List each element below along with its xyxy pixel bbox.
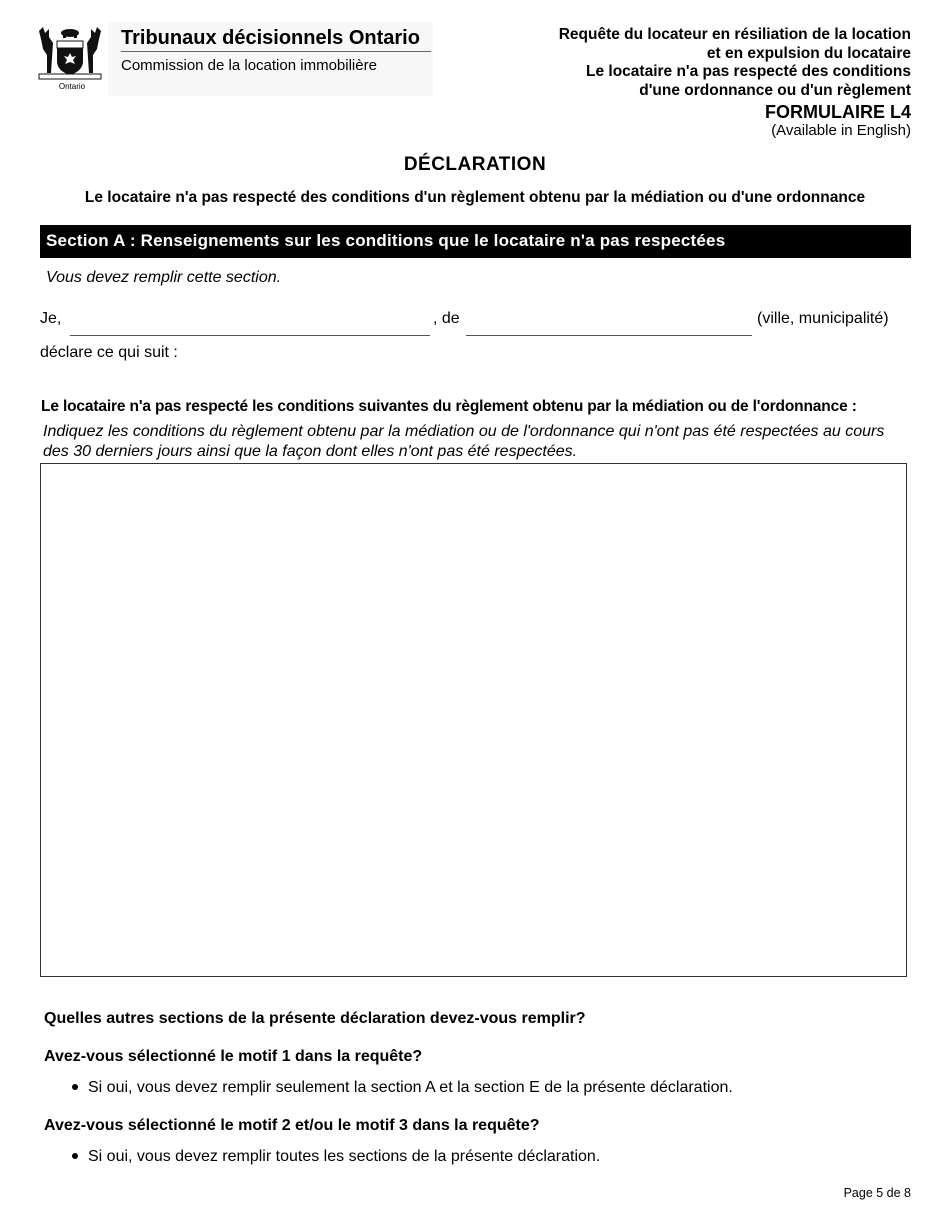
declarant-name-input[interactable] xyxy=(70,313,430,336)
conditions-instructions: Indiquez les conditions du règlement obtenu par la médiation ou de l'ordonnance qui n'ont pas été respectées au cours des 30 derniers jours ainsi que la façon dont elles n'ont pas été respectées. xyxy=(43,423,885,460)
page-number: Page 5 de 8 xyxy=(843,1186,911,1200)
answer-motif-2-3: Si oui, vous devez remplir toutes les sections de la présente déclaration. xyxy=(88,1148,601,1165)
list-item xyxy=(72,1079,733,1097)
declaration-title: DÉCLARATION xyxy=(403,154,547,175)
declaration-subtitle: Le locataire n'a pas respecté des conditions d'un règlement obtenu par la médiation ou d'une ordonnance xyxy=(84,189,866,206)
org-divider xyxy=(121,51,431,52)
section-a-title: Section A : Renseignements sur les conditions que le locataire n'a pas respectées xyxy=(46,231,726,250)
form-title-line: et en expulsion du locataire xyxy=(706,44,911,62)
conditions-title: Le locataire n'a pas respecté les conditions suivantes du règlement obtenu par la médiation ou de l'ordonnance : xyxy=(41,398,857,415)
list-item xyxy=(72,1148,600,1166)
form-title-line: d'une ordonnance ou d'un règlement xyxy=(639,81,911,99)
bullet-icon xyxy=(72,1153,78,1159)
bullet-icon xyxy=(72,1084,78,1090)
je-label: Je, xyxy=(40,310,62,327)
form-title-line: Requête du locateur en résiliation de la location xyxy=(558,26,911,43)
question-motif-1: Avez-vous sélectionné le motif 1 dans la requête? xyxy=(44,1048,423,1065)
language-note: (Available in English) xyxy=(771,122,911,139)
question-motif-2-3: Avez-vous sélectionné le motif 2 et/ou le motif 3 dans la requête? xyxy=(44,1117,540,1134)
must-fill-note: Vous devez remplir cette section. xyxy=(46,269,282,286)
question-other-sections: Quelles autres sections de la présente déclaration devez-vous remplir? xyxy=(44,1010,586,1027)
org-subtitle: Commission de la location immobilière xyxy=(121,57,377,74)
answer-motif-1: Si oui, vous devez remplir seulement la section A et la section E de la présente déclaration. xyxy=(88,1079,733,1096)
form-code: FORMULAIRE L4 xyxy=(765,102,911,122)
city-label: (ville, municipalité) xyxy=(757,310,889,327)
declare-label: déclare ce qui suit : xyxy=(40,344,178,361)
logo-caption: Ontario xyxy=(58,82,86,91)
org-title: Tribunaux décisionnels Ontario xyxy=(121,27,420,49)
coat-of-arms-icon xyxy=(35,25,105,81)
de-label: , de xyxy=(433,310,460,327)
city-input[interactable] xyxy=(466,313,752,336)
conditions-textarea[interactable] xyxy=(40,463,907,977)
form-title-line: Le locataire n'a pas respecté des conditions xyxy=(586,63,911,80)
form-title xyxy=(559,26,911,100)
section-a-header xyxy=(40,225,911,258)
